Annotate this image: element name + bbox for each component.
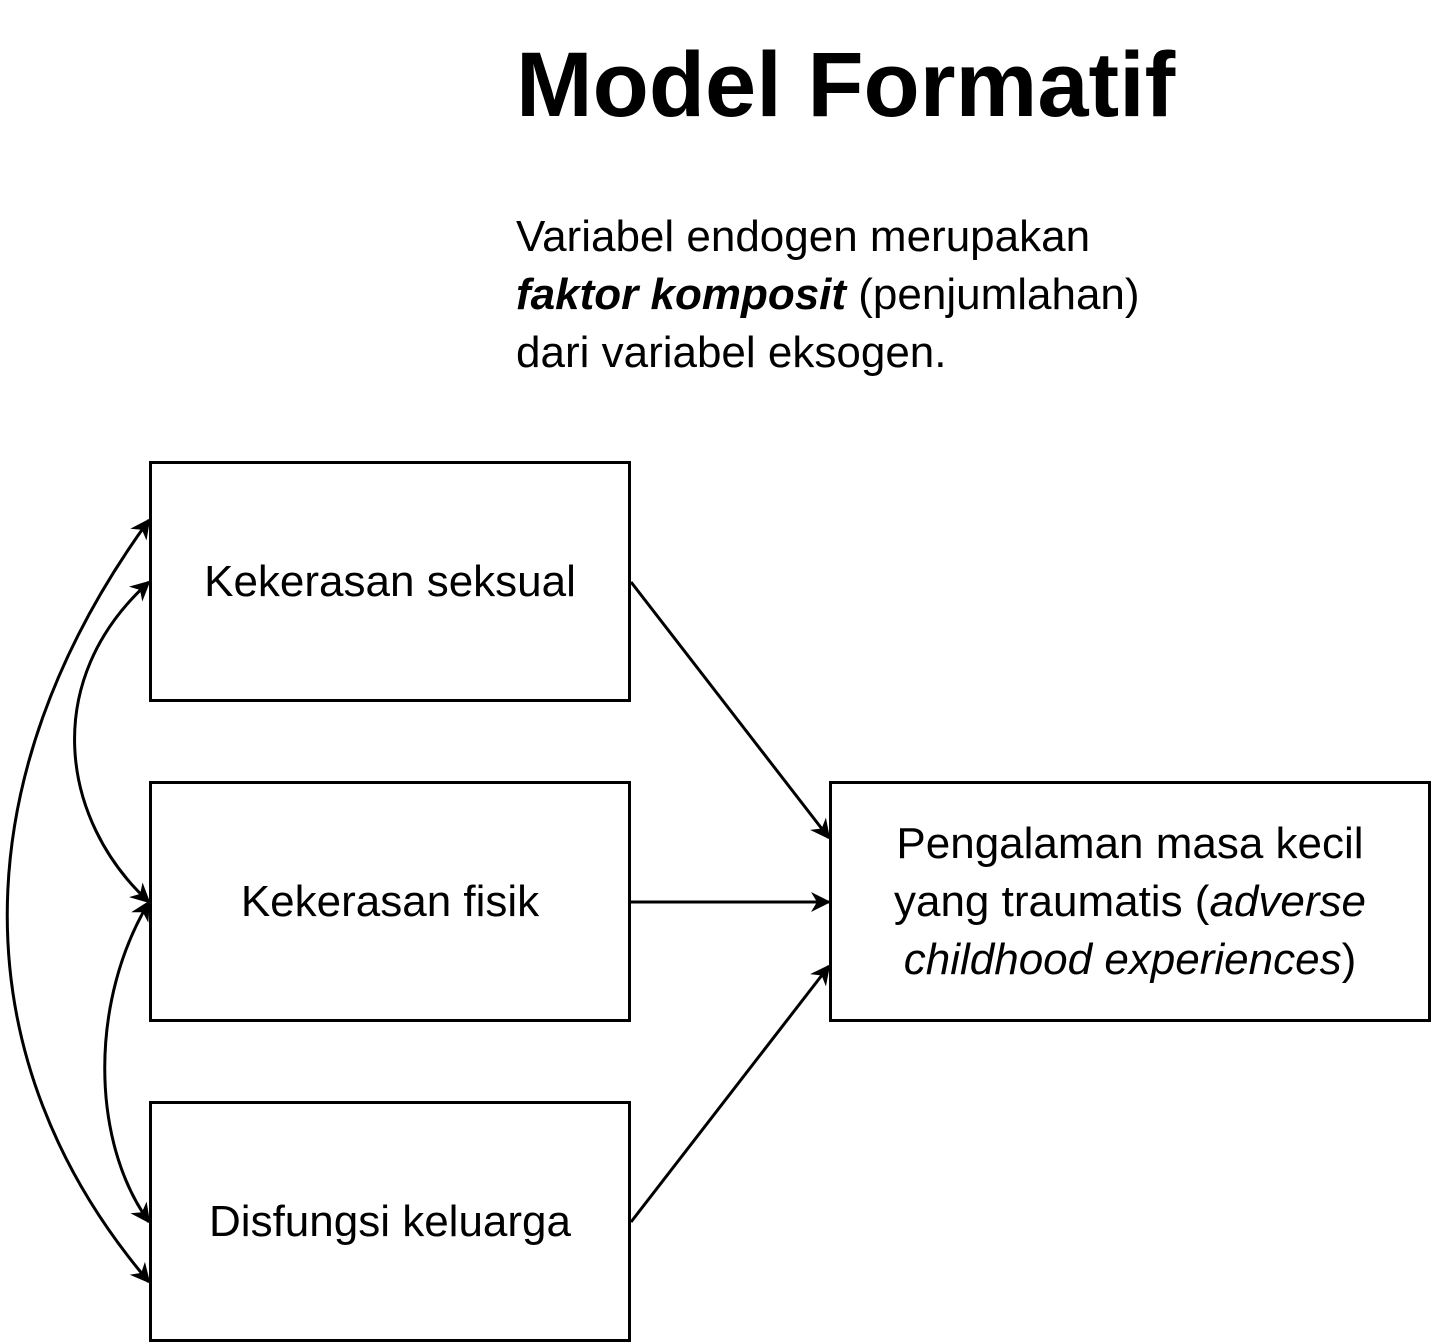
construct-line-3-italic: childhood experiences xyxy=(903,934,1342,984)
construct-line-3-post: ) xyxy=(1341,934,1357,984)
covariance-physical-family xyxy=(105,902,149,1222)
construct-label xyxy=(894,815,1366,989)
construct-box xyxy=(829,781,1431,1022)
indicator-label-physical-violence: Kekerasan fisik xyxy=(240,876,540,926)
description-line-3: dari variabel eksogen. xyxy=(516,328,947,377)
construct-line-2-italic: adverse xyxy=(1209,876,1366,926)
covariance-sexual-family xyxy=(7,520,149,1282)
construct-line-1: Pengalaman masa kecil xyxy=(896,818,1364,868)
description-line-1: Variabel endogen merupakan xyxy=(516,212,1091,261)
indicator-box-family-dysfunction xyxy=(149,1101,631,1342)
indicator-box-sexual-violence xyxy=(149,461,631,702)
covariance-sexual-physical xyxy=(75,582,149,902)
arrow-family-to-construct xyxy=(631,966,829,1222)
indicator-box-physical-violence xyxy=(149,781,631,1022)
construct-line-2 xyxy=(894,873,1366,931)
indicator-label-family-dysfunction: Disfungsi keluarga xyxy=(209,1196,571,1246)
indicator-label-sexual-violence: Kekerasan seksual xyxy=(204,556,576,606)
arrow-sexual-to-construct xyxy=(631,582,829,838)
description-emphasis: faktor komposit xyxy=(516,270,847,319)
description-line-2-rest: (penjumlahan) xyxy=(846,270,1140,319)
construct-line-2-pre: yang traumatis ( xyxy=(893,876,1210,926)
construct-line-3 xyxy=(894,931,1366,989)
page-title: Model Formatif xyxy=(516,34,1176,136)
